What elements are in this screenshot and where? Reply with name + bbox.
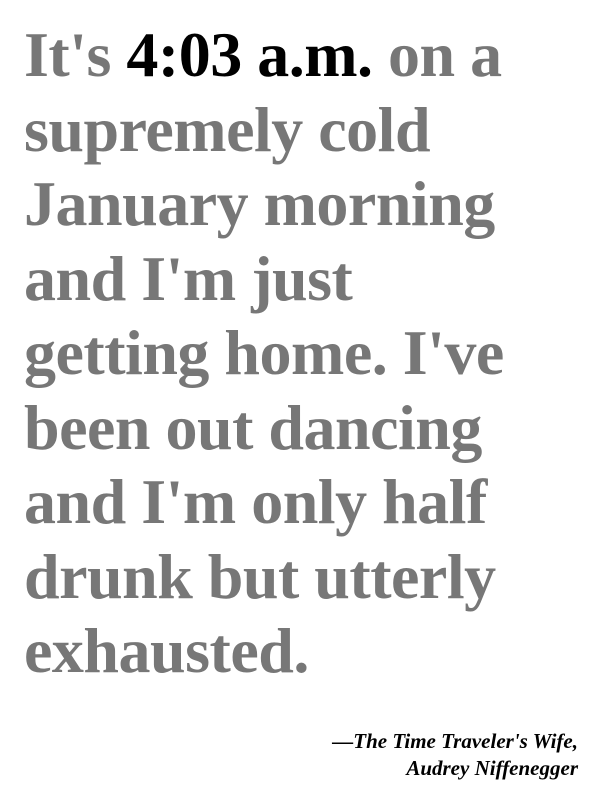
attribution bbox=[332, 728, 578, 782]
quote-line-1 bbox=[24, 18, 584, 93]
book-title: —The Time Traveler's Wife, bbox=[332, 729, 578, 753]
highlighted-time: 4:03 a.m. bbox=[126, 19, 373, 90]
quote-line-2: supremely cold bbox=[24, 93, 431, 165]
quote-line-8: drunk but utterly bbox=[24, 540, 496, 612]
quote-text bbox=[24, 18, 584, 689]
quote-suffix: on a bbox=[372, 19, 502, 90]
quote-line-7: and I'm only half bbox=[24, 466, 487, 537]
author-name: Audrey Niffenegger bbox=[406, 756, 578, 780]
quote-line-3: January morning bbox=[24, 168, 495, 239]
quote-prefix: It's bbox=[24, 19, 127, 90]
quote-line-4: and I'm just bbox=[24, 242, 353, 314]
quote-line-9: exhausted. bbox=[24, 615, 309, 686]
quote-line-6: been out dancing bbox=[24, 391, 482, 463]
quote-line-5: getting home. I've bbox=[24, 317, 504, 388]
